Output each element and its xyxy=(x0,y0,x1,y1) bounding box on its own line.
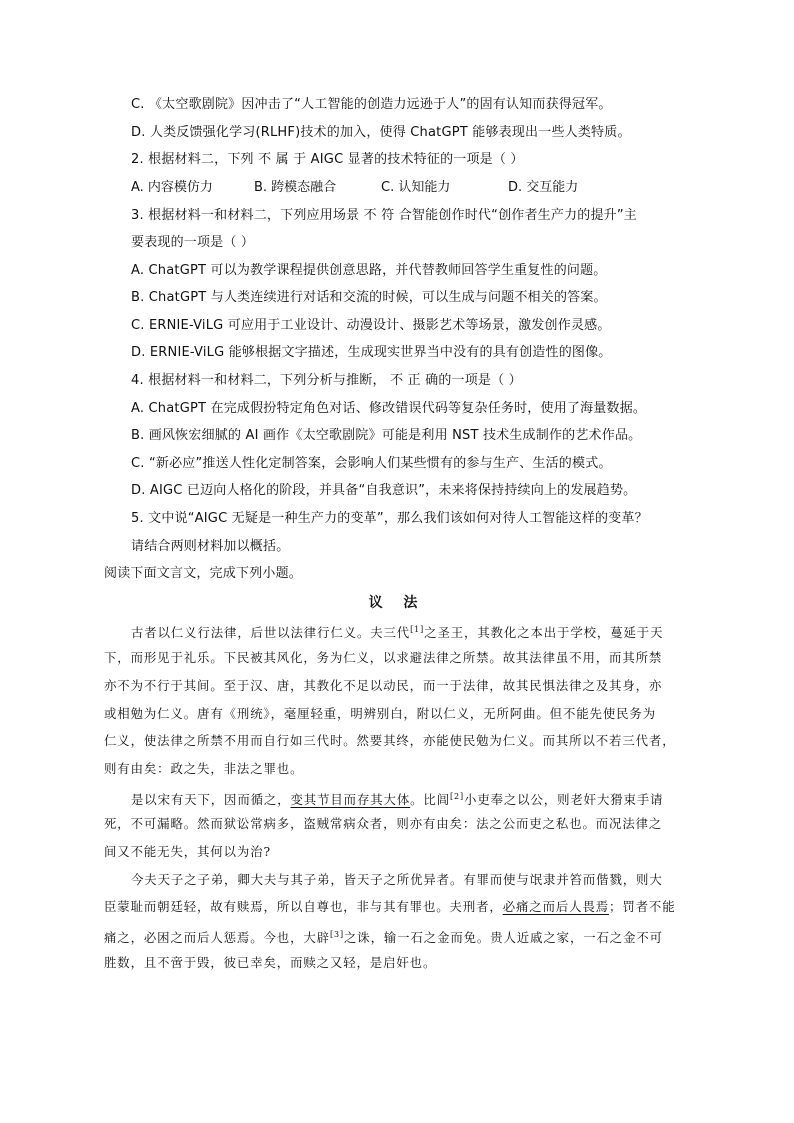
passage-p2-line1 xyxy=(131,788,663,809)
footnote-marker-2: [2] xyxy=(450,792,465,801)
q2-options xyxy=(131,179,651,197)
q4-option-c: C. “新必应”推送人性化定制答案，会影响人们某些惯有的参与生产、生活的模式。 xyxy=(131,456,612,471)
q1-option-c: C. 《太空歌剧院》因冲击了“人工智能的创造力远逊于人”的固有认知而获得冠军。 xyxy=(131,97,612,112)
q2-option-c: C. 认知能力 xyxy=(381,180,451,195)
passage-p2-line2: 死，不可漏略。然而狱讼常病多，盗贼常病众者，则亦有由矣：法之公而吏之私也。而况法律之 xyxy=(104,816,663,831)
passage-p3-line3 xyxy=(104,926,663,947)
q2-option-d: D. 交互能力 xyxy=(508,180,579,195)
passage-p3-line1: 今夫天子之子弟，卿大夫与其子弟，皆天子之所优异者。有罪而使与氓隶并笞而偕戮，则大 xyxy=(131,872,663,887)
footnote-marker-3: [3] xyxy=(329,930,344,939)
passage-text: ；罚者不能 xyxy=(609,899,676,914)
passage-p1-line5: 仁义，使法律之所禁不用而自行如三代时。然要其终，亦能使民勉为仁义。而其所以不若三代者， xyxy=(104,733,676,748)
passage-title: 议 法 xyxy=(368,595,426,611)
passage-p1-line6: 则有由矣：政之失，非法之罪也。 xyxy=(104,761,304,776)
underlined-phrase-1: 变其节目而存其大体 xyxy=(290,792,411,807)
q2-option-b: B. 跨模态融合 xyxy=(254,180,337,195)
q4-option-a: A. ChatGPT 在完成假扮特定角色对话、修改错误代码等复杂任务时，使用了海量数据。 xyxy=(131,401,647,416)
q4-stem: 4. 根据材料一和材料二，下列分析与推断， 不 正 确的一项是（ ） xyxy=(131,373,522,388)
q3-stem-line2: 要表现的一项是（ ） xyxy=(131,235,255,250)
q3-option-b: B. ChatGPT 与人类连续进行对话和交流的时候，可以生成与问题不相关的答案。 xyxy=(131,290,607,305)
passage-text: 。比闾 xyxy=(410,792,450,807)
q2-stem: 2. 根据材料二，下列 不 属 于 AIGC 显著的技术特征的一项是（ ） xyxy=(131,152,524,167)
passage-text: 痛之，必困之而后人惩焉。今也，大辟 xyxy=(104,930,330,945)
q3-option-d: D. ERNIE-ViLG 能够根据文字描述，生成现实世界当中没有的具有创造性的图像。 xyxy=(131,345,612,360)
passage-p3-line2 xyxy=(104,898,676,916)
passage-p1-line4: 或相勉为仁义。唐有《刑统》，毫厘轻重，明辨别白，附以仁义，无所阿曲。但不能先使民务为 xyxy=(104,706,657,721)
passage-p3-line4: 胜数，且不啻于毁，彼已幸矣，而赎之又轻，是启奸也。 xyxy=(104,955,437,970)
q5-stem-line1: 5. 文中说“AIGC 无疑是一种生产力的变革”，那么我们该如何对待人工智能这样的变革？ xyxy=(131,511,648,526)
q3-option-c: C. ERNIE-ViLG 可应用于工业设计、动漫设计、摄影艺术等场景，激发创作灵感。 xyxy=(131,318,611,333)
q2-option-a: A. 内容模仿力 xyxy=(131,180,213,195)
q5-stem-line2: 请结合两则材料加以概括。 xyxy=(131,539,290,554)
passage-p2-line3: 间又不能无失，其何以为治? xyxy=(104,844,272,859)
reading-instruction: 阅读下面文言文，完成下列小题。 xyxy=(104,566,303,581)
footnote-marker-1: [1] xyxy=(410,625,425,634)
underlined-phrase-2: 必痛之而后人畏焉 xyxy=(502,899,610,914)
q3-option-a: A. ChatGPT 可以为教学课程提供创意思路，并代替教师回答学生重复性的问题。 xyxy=(131,263,607,278)
passage-p1-line3: 亦不为不行于其间。至于汉、唐，其教化不足以动民，而一于法律，故其民惧法律之及其身，亦 xyxy=(104,678,663,693)
passage-text: 小吏奉之以公，则老奸大猾束手请 xyxy=(464,792,664,807)
passage-text: 之诛，输一石之金而免。贵人近戚之家，一石之金不可 xyxy=(344,930,663,945)
passage-text: 之圣王，其教化之本出于学校，蔓延于天 xyxy=(424,625,664,640)
passage-text: 是以宋有天下，因而循之， xyxy=(131,792,291,807)
q1-option-d: D. 人类反馈强化学习(RLHF)技术的加入，使得 ChatGPT 能够表现出一些人类特质。 xyxy=(131,125,631,140)
passage-p1-line1 xyxy=(131,621,663,642)
q4-option-b: B. 画风恢宏细腻的 AI 画作《太空歌剧院》可能是利用 NST 技术生成制作的艺术作品。 xyxy=(131,428,642,443)
passage-p1-line2: 下，而形见于礼乐。下民被其风化，务为仁义，以求避法律之所禁。故其法律虽不用，而其所禁 xyxy=(104,650,663,665)
passage-text: 臣蒙耻而朝廷轻，故有赎焉，所以自尊也，非与其有罪也。夫刑者， xyxy=(104,899,503,914)
q3-stem-line1: 3. 根据材料一和材料二，下列应用场景 不 符 合智能创作时代“创作者生产力的提升”主 xyxy=(131,208,638,223)
passage-text: 古者以仁义行法律，后世以法律行仁义。夫三代 xyxy=(131,625,411,640)
q4-option-d: D. AIGC 已迈向人格化的阶段，并具备“自我意识”，未来将保持持续向上的发展趋势。 xyxy=(131,483,637,498)
